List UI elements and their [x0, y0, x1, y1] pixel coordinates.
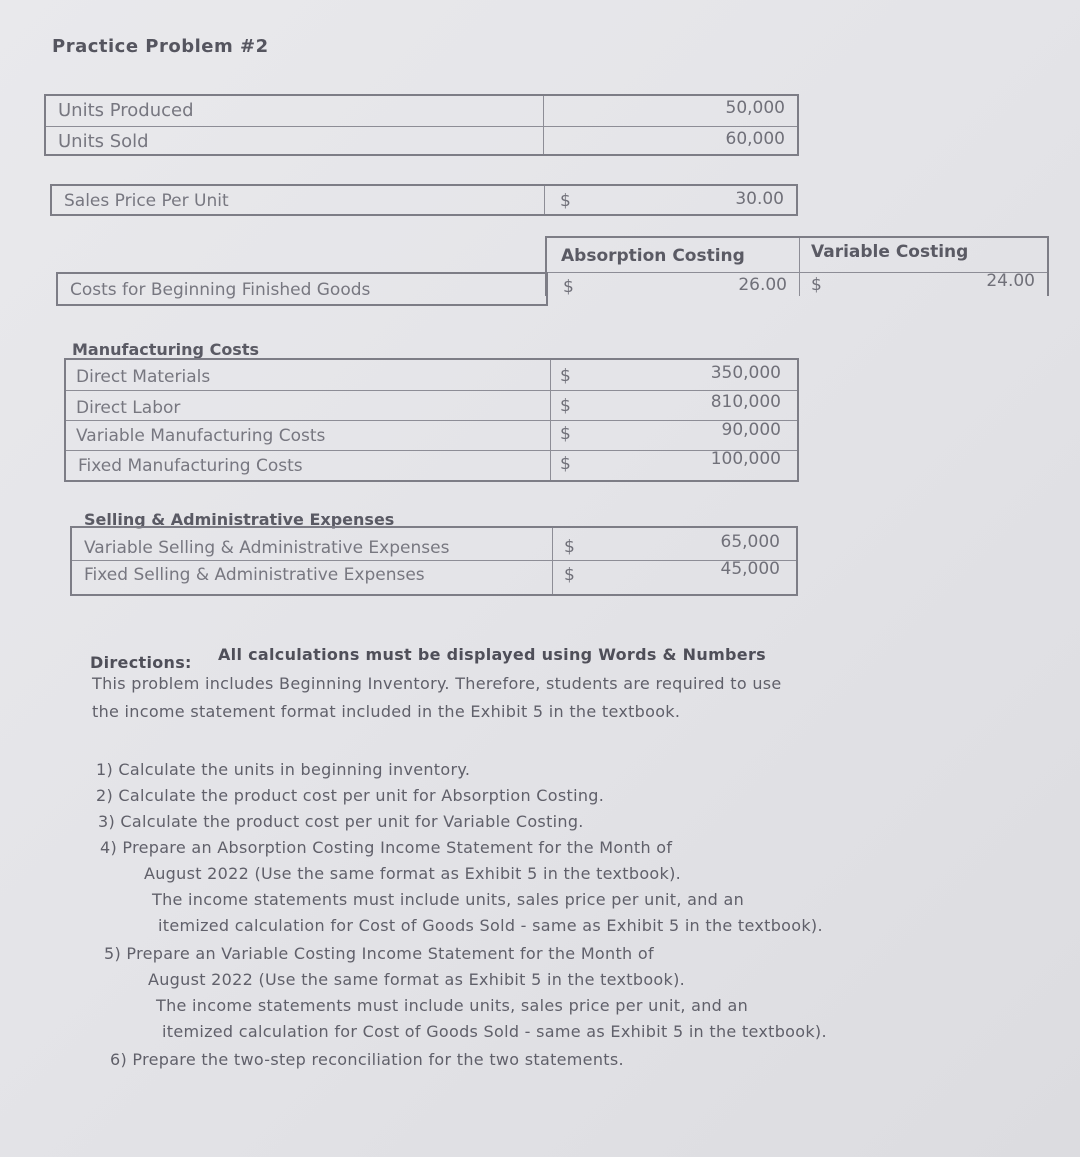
units-table [44, 94, 799, 156]
fixed-manufacturing-currency: $ [560, 454, 571, 474]
question-4-line-3: The income statements must include units, sales price per unit, and an [152, 890, 745, 909]
direct-labor-label: Direct Labor [76, 398, 181, 418]
manufacturing-heading: Manufacturing Costs [72, 340, 259, 359]
question-6: 6) Prepare the two-step reconciliation for the two statements. [110, 1050, 624, 1069]
fixed-selling-value: 45,000 [720, 559, 780, 579]
units-sold-value: 60,000 [725, 129, 785, 149]
variable-costing-header: Variable Costing [811, 242, 969, 262]
absorption-costing-header: Absorption Costing [561, 246, 745, 266]
question-1: 1) Calculate the units in beginning inventory. [96, 760, 471, 779]
fixed-selling-currency: $ [564, 565, 575, 585]
variable-manufacturing-label: Variable Manufacturing Costs [76, 426, 326, 446]
variable-manufacturing-value: 90,000 [721, 420, 781, 440]
units-produced-value: 50,000 [725, 98, 785, 118]
directions-bold-text: All calculations must be displayed using Words & Numbers [218, 645, 766, 664]
selling-table [70, 526, 798, 596]
directions-line-2: This problem includes Beginning Inventory. Therefore, students are required to use [92, 674, 782, 693]
variable-selling-value: 65,000 [720, 532, 780, 552]
sales-price-currency: $ [560, 191, 571, 211]
absorption-currency: $ [563, 277, 574, 297]
question-5: 5) Prepare an Variable Costing Income Statement for the Month of [104, 944, 654, 963]
question-4-line-2: August 2022 (Use the same format as Exhibit 5 in the textbook). [144, 864, 682, 883]
question-5-line-4: itemized calculation for Cost of Goods Sold - same as Exhibit 5 in the textbook). [162, 1022, 827, 1041]
direct-materials-currency: $ [560, 366, 571, 386]
selling-heading: Selling & Administrative Expenses [84, 510, 395, 529]
sales-price-label: Sales Price Per Unit [64, 191, 229, 211]
question-4: 4) Prepare an Absorption Costing Income Statement for the Month of [100, 838, 673, 857]
directions-label: Directions: [90, 653, 192, 672]
question-5-line-3: The income statements must include units, sales price per unit, and an [156, 996, 749, 1015]
absorption-cost-value: 26.00 [738, 275, 787, 295]
question-5-line-2: August 2022 (Use the same format as Exhibit 5 in the textbook). [148, 970, 686, 989]
page-title: Practice Problem #2 [52, 36, 269, 57]
directions-line-3: the income statement format included in the Exhibit 5 in the textbook. [92, 702, 681, 721]
question-3: 3) Calculate the product cost per unit for Variable Costing. [98, 812, 584, 831]
variable-selling-label: Variable Selling & Administrative Expenses [84, 538, 450, 558]
direct-labor-currency: $ [560, 396, 571, 416]
manufacturing-table [64, 358, 799, 482]
variable-selling-currency: $ [564, 537, 575, 557]
variable-currency: $ [811, 275, 822, 295]
beginning-goods-label: Costs for Beginning Finished Goods [70, 280, 371, 300]
direct-materials-value: 350,000 [710, 363, 781, 383]
question-4-line-4: itemized calculation for Cost of Goods Sold - same as Exhibit 5 in the textbook). [158, 916, 823, 935]
beginning-goods-row [56, 272, 548, 306]
costing-header-table [545, 236, 1049, 296]
variable-cost-value: 24.00 [986, 271, 1035, 291]
direct-materials-label: Direct Materials [76, 367, 211, 387]
fixed-manufacturing-value: 100,000 [710, 449, 781, 469]
direct-labor-value: 810,000 [710, 392, 781, 412]
question-2: 2) Calculate the product cost per unit for Absorption Costing. [96, 786, 605, 805]
units-sold-label: Units Sold [58, 131, 149, 152]
sales-price-value: 30.00 [735, 189, 784, 209]
fixed-manufacturing-label: Fixed Manufacturing Costs [78, 456, 303, 476]
fixed-selling-label: Fixed Selling & Administrative Expenses [84, 565, 425, 585]
units-produced-label: Units Produced [58, 100, 194, 121]
sales-price-table [50, 184, 798, 216]
variable-manufacturing-currency: $ [560, 424, 571, 444]
